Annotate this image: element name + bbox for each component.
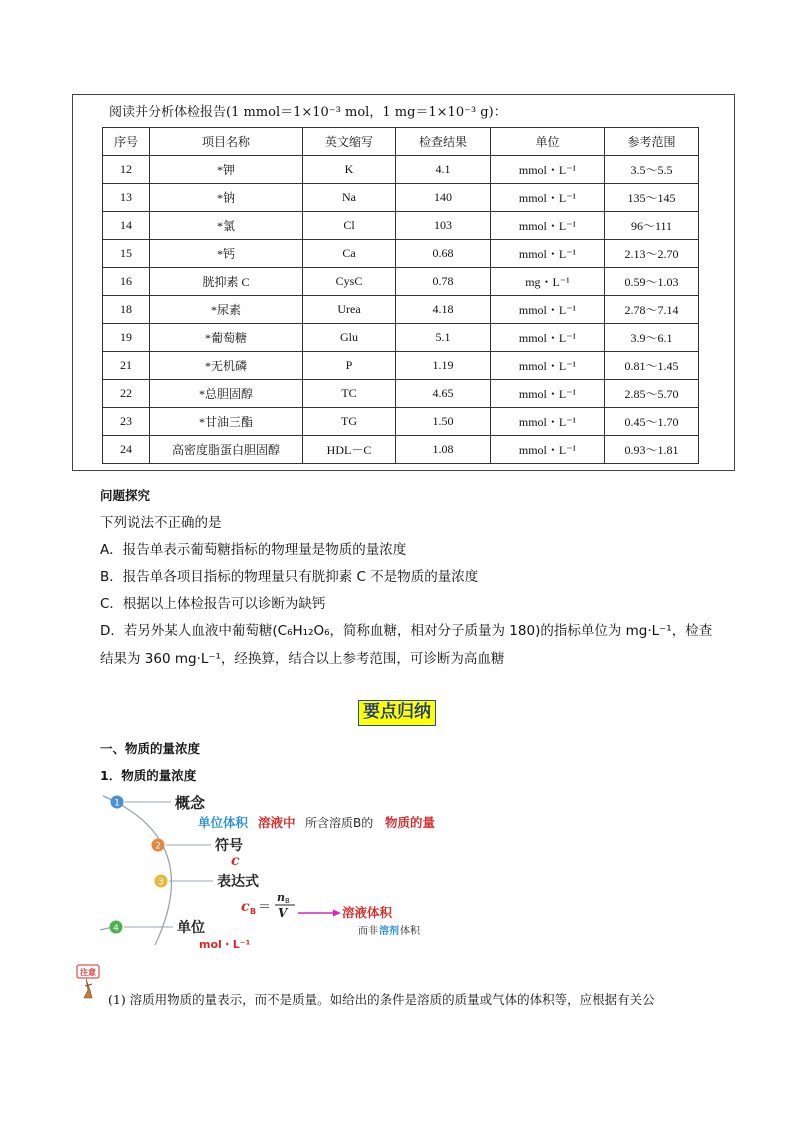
table-cell: P xyxy=(303,352,396,380)
table-cell: 103 xyxy=(396,212,491,240)
table-cell: 22 xyxy=(103,380,150,408)
table-cell: *尿素 xyxy=(150,296,303,324)
table-cell: *葡萄糖 xyxy=(150,324,303,352)
header-cell: 英文缩写 xyxy=(303,128,396,156)
header-cell: 序号 xyxy=(103,128,150,156)
unit-value: mol・L⁻¹ xyxy=(199,938,251,951)
table-cell: 23 xyxy=(103,408,150,436)
symbol-c: c xyxy=(231,853,240,869)
table-cell: 140 xyxy=(396,184,491,212)
table-cell: 0.45～1.70 xyxy=(605,408,699,436)
table-cell: mmol・L⁻¹ xyxy=(491,296,605,324)
table-cell: mmol・L⁻¹ xyxy=(491,380,605,408)
header-cell: 项目名称 xyxy=(150,128,303,156)
table-cell: 1.50 xyxy=(396,408,491,436)
formula-c-sub: B xyxy=(250,907,257,916)
table-cell: TG xyxy=(303,408,396,436)
concept-part-amount: 物质的量 xyxy=(385,815,436,830)
table-cell: Urea xyxy=(303,296,396,324)
table-cell: 0.59～1.03 xyxy=(605,268,699,296)
table-row xyxy=(103,296,699,324)
table-cell: 12 xyxy=(103,156,150,184)
table-cell: 0.78 xyxy=(396,268,491,296)
header-cell: 参考范围 xyxy=(605,128,699,156)
question-heading: 问题探究 xyxy=(100,488,151,503)
table-row xyxy=(103,380,699,408)
table-cell: 0.68 xyxy=(396,240,491,268)
table-cell: 2.13～2.70 xyxy=(605,240,699,268)
table-cell: *无机磷 xyxy=(150,352,303,380)
table-cell: 24 xyxy=(103,436,150,464)
table-cell: Glu xyxy=(303,324,396,352)
header-cell: 单位 xyxy=(491,128,605,156)
table-cell: 1.19 xyxy=(396,352,491,380)
table-cell: 4.1 xyxy=(396,156,491,184)
table-cell: 4.65 xyxy=(396,380,491,408)
table-cell: TC xyxy=(303,380,396,408)
table-cell: Cl xyxy=(303,212,396,240)
table-cell: 16 xyxy=(103,268,150,296)
table-cell: 135～145 xyxy=(605,184,699,212)
table-cell: mmol・L⁻¹ xyxy=(491,184,605,212)
report-table xyxy=(102,127,699,464)
table-cell: CysC xyxy=(303,268,396,296)
step-4-number: 4 xyxy=(113,923,119,934)
formula-n: n xyxy=(277,891,285,904)
table-cell: *钙 xyxy=(150,240,303,268)
expression-title: 表达式 xyxy=(217,874,259,890)
option-d-line2: 结果为 360 mg·L⁻¹，经换算，结合以上参考范围，可诊断为高血糖 xyxy=(100,651,505,667)
table-cell: *钠 xyxy=(150,184,303,212)
header-cell: 检查结果 xyxy=(396,128,491,156)
table-cell: Ca xyxy=(303,240,396,268)
table-cell: 14 xyxy=(103,212,150,240)
table-row xyxy=(103,156,699,184)
table-cell: 0.93～1.81 xyxy=(605,436,699,464)
option-b: B．报告单各项目指标的物理量只有胱抑素 C 不是物质的量浓度 xyxy=(100,569,479,585)
formula-c: c xyxy=(241,899,250,915)
table-cell: 13 xyxy=(103,184,150,212)
table-cell: K xyxy=(303,156,396,184)
subsection-heading: 1．物质的量浓度 xyxy=(100,768,197,783)
concept-part-solution: 溶液中 xyxy=(258,815,296,830)
table-cell: mg・L⁻¹ xyxy=(491,268,605,296)
note-solvent: 溶剂 xyxy=(379,926,399,937)
table-row xyxy=(103,268,699,296)
note-volume: 体积 xyxy=(400,926,420,937)
note-not: 而非 xyxy=(358,926,378,937)
table-cell: mmol・L⁻¹ xyxy=(491,408,605,436)
table-cell: 胱抑素 C xyxy=(150,268,303,296)
table-cell: 4.18 xyxy=(396,296,491,324)
option-d-line1: D．若另外某人血液中葡萄糖(C₆H₁₂O₆，简称血糖，相对分子质量为 180)的指标单位为 mg·L⁻¹，检查 xyxy=(100,623,713,639)
note-text: (1) 溶质用物质的量表示，而不是质量。如给出的条件是溶质的质量或气体的体积等，应根据有关公 xyxy=(108,992,655,1007)
solution-volume-label: 溶液体积 xyxy=(342,905,393,920)
table-cell: 1.08 xyxy=(396,436,491,464)
table-cell: *总胆固醇 xyxy=(150,380,303,408)
step-3-number: 3 xyxy=(158,877,164,888)
table-row xyxy=(103,184,699,212)
note-icon xyxy=(76,964,100,1002)
table-cell: HDL－C xyxy=(303,436,396,464)
table-cell: mmol・L⁻¹ xyxy=(491,436,605,464)
table-cell: *氯 xyxy=(150,212,303,240)
concept-part-unit-volume: 单位体积 xyxy=(198,815,249,830)
step-2-number: 2 xyxy=(155,841,161,852)
table-cell: mmol・L⁻¹ xyxy=(491,240,605,268)
option-a: A．报告单表示葡萄糖指标的物理量是物质的量浓度 xyxy=(100,542,407,558)
question-stem: 下列说法不正确的是 xyxy=(100,515,222,531)
table-cell: mmol・L⁻¹ xyxy=(491,212,605,240)
table-cell: 3.9～6.1 xyxy=(605,324,699,352)
table-cell: *甘油三酯 xyxy=(150,408,303,436)
formula-n-sub: B xyxy=(285,897,290,905)
formula-v: V xyxy=(278,906,288,920)
table-row xyxy=(103,408,699,436)
table-row xyxy=(103,436,699,464)
table-row xyxy=(103,352,699,380)
intro-text: 阅读并分析体检报告(1 mmol＝1×10⁻³ mol，1 mg＝1×10⁻³ g)： xyxy=(109,105,507,120)
concept-diagram xyxy=(95,790,495,955)
table-cell: 0.81～1.45 xyxy=(605,352,699,380)
symbol-title: 符号 xyxy=(215,838,243,854)
table-cell: 21 xyxy=(103,352,150,380)
table-cell: 96～111 xyxy=(605,212,699,240)
table-cell: Na xyxy=(303,184,396,212)
table-cell: 15 xyxy=(103,240,150,268)
table-body xyxy=(103,156,699,464)
table-row xyxy=(103,324,699,352)
table-cell: 2.78～7.14 xyxy=(605,296,699,324)
table-cell: 3.5～5.5 xyxy=(605,156,699,184)
summary-title: 要点归纳 xyxy=(358,700,436,726)
unit-title: 单位 xyxy=(177,920,205,936)
table-cell: 19 xyxy=(103,324,150,352)
table-cell: 高密度脂蛋白胆固醇 xyxy=(150,436,303,464)
table-cell: mmol・L⁻¹ xyxy=(491,324,605,352)
concept-part-solute: 所含溶质B的 xyxy=(305,816,374,830)
table-cell: mmol・L⁻¹ xyxy=(491,156,605,184)
table-cell: 5.1 xyxy=(396,324,491,352)
concept-title: 概念 xyxy=(175,794,206,812)
section-heading: 一、物质的量浓度 xyxy=(100,741,201,756)
formula-equals: ＝ xyxy=(258,900,272,915)
table-cell: mmol・L⁻¹ xyxy=(491,352,605,380)
table-row xyxy=(103,240,699,268)
table-header-row xyxy=(103,128,699,156)
option-c: C．根据以上体检报告可以诊断为缺钙 xyxy=(100,596,326,612)
table-cell: 18 xyxy=(103,296,150,324)
arrow-head xyxy=(333,910,341,917)
step-1-number: 1 xyxy=(114,798,120,809)
table-row xyxy=(103,212,699,240)
note-label: 注意 xyxy=(80,968,96,977)
table-cell: 2.85～5.70 xyxy=(605,380,699,408)
table-cell: *钾 xyxy=(150,156,303,184)
